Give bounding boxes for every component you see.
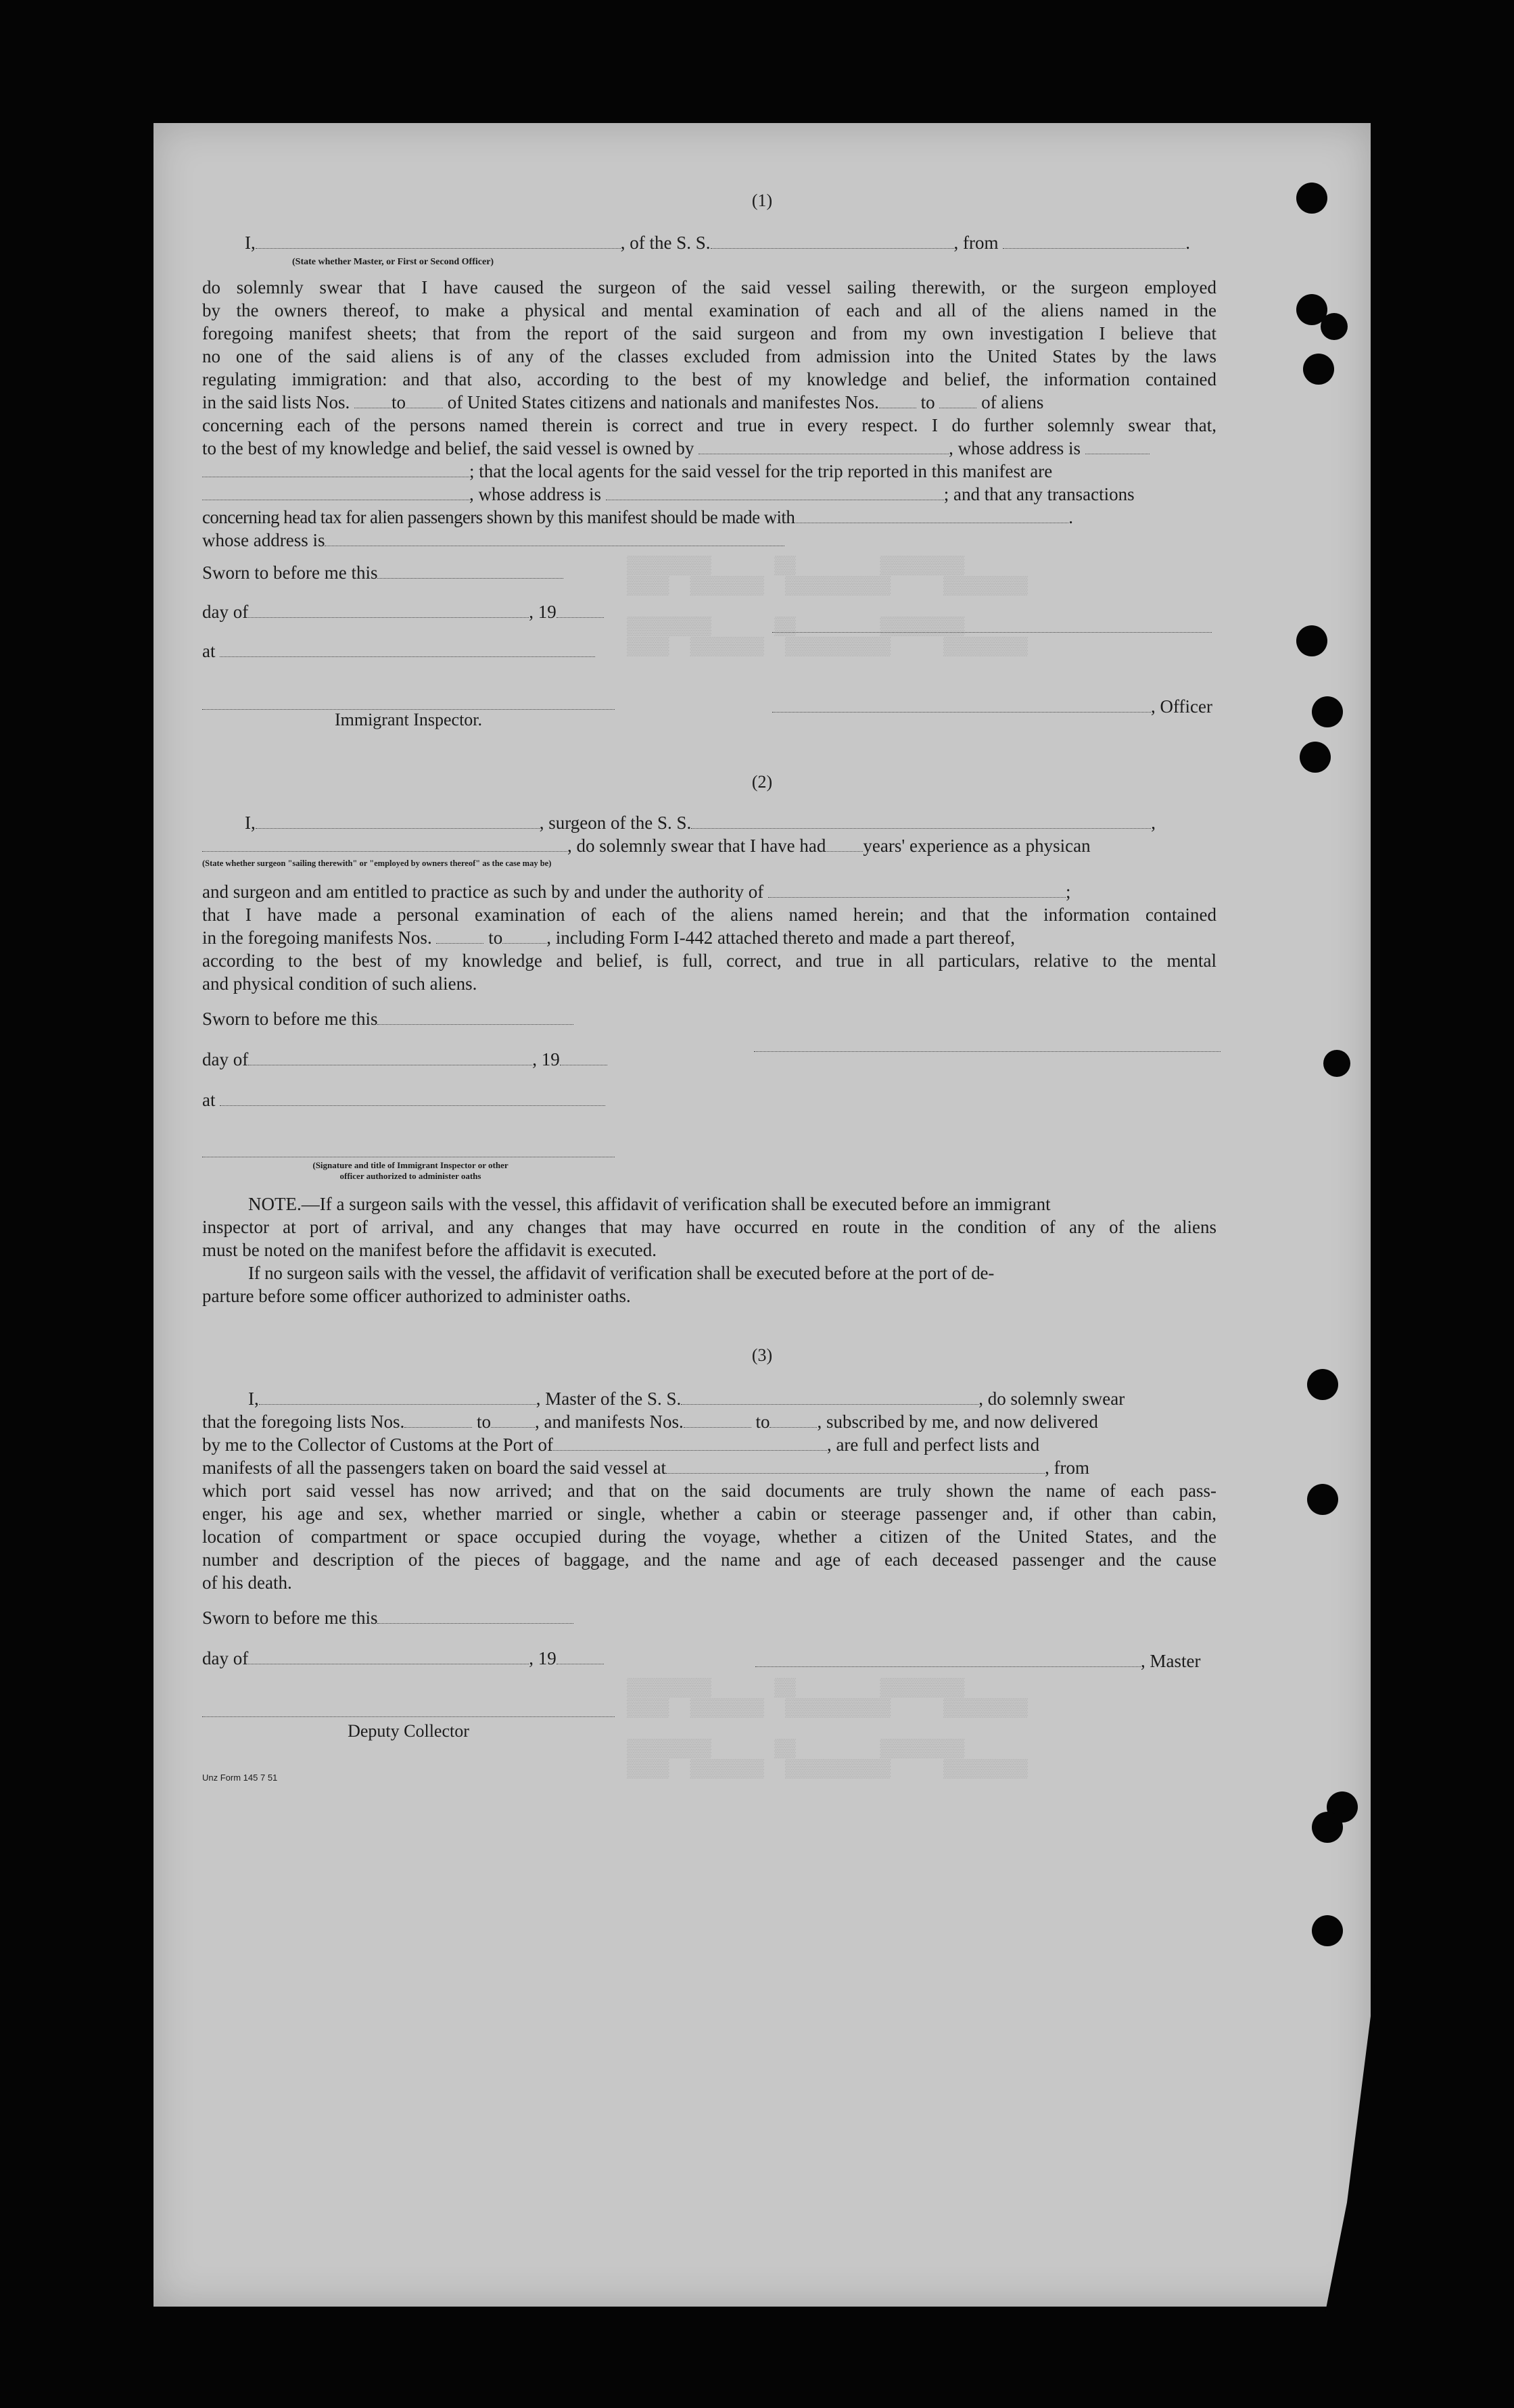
authority-label: and surgeon and am entitled to practice as such by and under the authority of bbox=[202, 882, 764, 902]
day-of-label: day of bbox=[202, 1648, 249, 1668]
whose-address-label: whose address is bbox=[202, 530, 325, 550]
of-ss-label: , of the S. S. bbox=[620, 233, 711, 253]
immigrant-inspector-label: Immigrant Inspector. bbox=[334, 710, 483, 729]
collector-port-label: by me to the Collector of Customs at the Port of bbox=[202, 1435, 553, 1455]
agents-address-field[interactable] bbox=[606, 485, 944, 500]
s3-line-4 bbox=[202, 1456, 1089, 1479]
s1-line-12 bbox=[202, 529, 784, 552]
transactions-label: ; and that any transactions bbox=[943, 484, 1135, 504]
vessel-name-field[interactable] bbox=[711, 233, 954, 249]
s1-sworn bbox=[202, 561, 563, 584]
s2-manifest-to-field[interactable] bbox=[502, 928, 546, 944]
master-signature-field[interactable] bbox=[755, 1652, 1141, 1667]
master-of-ss-label: , Master of the S. S. bbox=[536, 1389, 682, 1409]
to-label: to bbox=[488, 928, 503, 948]
s1-line-4: no one of the said aliens is of any of the classes excluded from admission into the United States by the laws bbox=[202, 346, 1216, 366]
s3-line-1 bbox=[248, 1387, 1125, 1410]
note-line-2: inspector at port of arrival, and any changes that may have occurred en route in the condition of any of the aliens bbox=[202, 1217, 1216, 1237]
oath-line-1 bbox=[245, 231, 1190, 254]
s2-manifest-from-field[interactable] bbox=[436, 928, 483, 944]
note-line-4: If no surgeon sails with the vessel, the affidavit of verification shall be executed before at the port of de- bbox=[248, 1263, 995, 1283]
s1-line-9 bbox=[202, 460, 1052, 483]
vessel-owner-field[interactable] bbox=[699, 439, 949, 454]
s3-line-7: location of compartment or space occupied during the voyage, whether a citizen of the United States, and the bbox=[202, 1526, 1216, 1547]
s1-month-field[interactable] bbox=[248, 602, 529, 618]
whose-address-label: , whose address is bbox=[469, 484, 601, 504]
s1-line-5: regulating immigration: and that also, according to the best of my knowledge and belief, the information contained bbox=[202, 369, 1216, 389]
form-i442-label: , including Form I-442 attached thereto and made a part thereof, bbox=[546, 928, 1015, 948]
at-label: at bbox=[202, 1090, 216, 1110]
manifests-label: of United States citizens and nationals and manifestes Nos. bbox=[447, 392, 879, 412]
surgeon-status-field[interactable] bbox=[202, 836, 567, 852]
s2-sworn-date-field[interactable] bbox=[377, 1009, 573, 1025]
to-label: to bbox=[476, 1412, 491, 1432]
experience-label: years' experience as a physican bbox=[863, 836, 1091, 856]
punch-hole bbox=[1312, 1812, 1343, 1843]
swear-label: , do solemnly swear that I have had bbox=[567, 836, 826, 856]
s3-line-9: of his death. bbox=[202, 1572, 292, 1593]
s2-inspector-signature-line[interactable] bbox=[202, 1156, 615, 1157]
sworn-label: Sworn to before me this bbox=[202, 1009, 378, 1029]
s2-year-field[interactable] bbox=[560, 1050, 607, 1065]
punch-hole bbox=[1312, 1915, 1343, 1946]
whose-address-label: , whose address is bbox=[949, 438, 1081, 458]
of-aliens-label: of aliens bbox=[981, 392, 1044, 412]
at-label: at bbox=[202, 641, 216, 661]
s3-line-5: which port said vessel has now arrived; and that on the said documents are truly shown the name of each pass- bbox=[202, 1480, 1216, 1501]
punch-hole bbox=[1323, 1050, 1350, 1077]
perfect-lists-label: , are full and perfect lists and bbox=[826, 1435, 1040, 1455]
head-tax-party-field[interactable] bbox=[795, 508, 1068, 523]
owner-address-cont-field[interactable] bbox=[202, 462, 469, 477]
s3-line-8: number and description of the pieces of baggage, and the name and age of each deceased passenger and the cause bbox=[202, 1549, 1216, 1570]
year-prefix: , 19 bbox=[532, 1049, 560, 1069]
s2-line-5 bbox=[202, 926, 1015, 949]
s1-line-2: by the owners thereof, to make a physical and mental examination of each and all of the aliens named in the bbox=[202, 300, 1216, 320]
year-prefix: , 19 bbox=[529, 1648, 557, 1668]
taken-on-board-label: manifests of all the passengers taken on board the said vessel at bbox=[202, 1458, 667, 1478]
s2-sworn bbox=[202, 1007, 573, 1030]
head-tax-label: concerning head tax for alien passengers shown by this manifest should be made with bbox=[202, 507, 795, 527]
note-line-1: NOTE.—If a surgeon sails with the vessel, this affidavit of verification shall be executed before an immigrant bbox=[248, 1194, 1051, 1214]
alien-manifest-from-field[interactable] bbox=[879, 393, 916, 408]
s2-at bbox=[202, 1088, 605, 1111]
s2-dayof bbox=[202, 1048, 607, 1071]
bleed-through-text: ▒▒▒▒▒▒▒▒ ▒▒ ▒▒▒▒▒▒▒▒ ▒▒▒▒ ▒▒▒▒▒▒▒ ▒▒▒▒▒▒▒▒▒▒ ▒▒▒▒▒▒▒▒ ▒▒▒▒▒▒▒▒ ▒▒ ▒▒▒▒▒▒▒▒ ▒▒▒▒ ▒▒▒▒▒▒▒ ▒▒▒▒▒▒▒▒▒▒ ▒▒▒▒▒▒▒▒ bbox=[627, 556, 1028, 657]
document-page bbox=[153, 123, 1371, 2307]
from-label: , from bbox=[1045, 1458, 1090, 1478]
s3-line-2 bbox=[202, 1410, 1098, 1433]
punch-hole bbox=[1300, 742, 1331, 773]
s2-line-6: according to the best of my knowledge and belief, is full, correct, and true in all particulars, relative to the mental bbox=[202, 950, 1216, 971]
local-agents-field[interactable] bbox=[202, 485, 469, 500]
s2-line-1 bbox=[245, 811, 1156, 834]
s3-sworn bbox=[202, 1606, 573, 1629]
s3-month-field[interactable] bbox=[248, 1649, 529, 1664]
surgeon-name-field[interactable] bbox=[256, 813, 540, 829]
punch-hole bbox=[1312, 696, 1343, 727]
surgeon-of-ss-label: , surgeon of the S. S. bbox=[539, 813, 692, 833]
manifests-nos-label: , and manifests Nos. bbox=[534, 1412, 684, 1432]
s1-line-1: do solemnly swear that I have caused the surgeon of the said vessel sailing therewith, or the surgeon employed bbox=[202, 277, 1216, 297]
year-prefix: , 19 bbox=[529, 602, 557, 622]
s3-line-3 bbox=[202, 1433, 1039, 1456]
to-label: to bbox=[920, 392, 935, 412]
punch-hole bbox=[1307, 1484, 1338, 1515]
from-port-field[interactable] bbox=[1003, 233, 1185, 249]
officer-label: , Officer bbox=[1151, 696, 1212, 717]
sworn-label: Sworn to before me this bbox=[202, 562, 378, 583]
s3-year-field[interactable] bbox=[557, 1649, 604, 1664]
s1-at bbox=[202, 640, 595, 663]
owner-address-field[interactable] bbox=[1085, 439, 1150, 454]
s2-place-field[interactable] bbox=[220, 1090, 605, 1106]
departure-port-field[interactable] bbox=[666, 1458, 1045, 1474]
to-label: to bbox=[392, 392, 406, 412]
master-label: , Master bbox=[1141, 1651, 1201, 1671]
section-3-number: (3) bbox=[751, 1345, 773, 1365]
punch-hole bbox=[1303, 354, 1334, 385]
s2-line-3 bbox=[202, 880, 1071, 903]
s1-line-3: foregoing manifest sheets; that from the report of the said surgeon and from my own investigation I believe that bbox=[202, 323, 1216, 343]
s2-line-2 bbox=[202, 834, 1091, 857]
pronoun-i: I, bbox=[245, 813, 256, 833]
officer-rank-note: (State whether Master, or First or Second Officer) bbox=[292, 257, 494, 267]
pronoun-i: I, bbox=[245, 233, 256, 253]
punch-hole bbox=[1296, 625, 1327, 656]
collector-signature-line[interactable] bbox=[202, 1716, 615, 1717]
deputy-collector-label: Deputy Collector bbox=[348, 1721, 469, 1741]
local-agents-label: ; that the local agents for the said vessel for the trip reported in this manifest are bbox=[469, 461, 1053, 481]
comma: , bbox=[1151, 813, 1156, 833]
s1-line-8 bbox=[202, 437, 1150, 460]
s3-manifest-to-field[interactable] bbox=[770, 1412, 817, 1428]
punch-hole bbox=[1321, 313, 1348, 340]
lists-nos-label: that the foregoing lists Nos. bbox=[202, 1412, 405, 1432]
us-list-from-field[interactable] bbox=[354, 393, 392, 408]
pronoun-i: I, bbox=[248, 1389, 259, 1409]
subscribed-label: , subscribed by me, and now delivered bbox=[817, 1412, 1098, 1432]
sworn-label: Sworn to before me this bbox=[202, 1608, 378, 1628]
s1-line-11 bbox=[202, 506, 1072, 529]
surgeon-signature-line[interactable] bbox=[754, 1051, 1221, 1052]
signature-note-1: (Signature and title of Immigrant Inspector or other bbox=[312, 1160, 508, 1170]
officer-line bbox=[772, 695, 1212, 718]
signature-note-2: officer authorized to administer oaths bbox=[339, 1171, 481, 1181]
s1-place-field[interactable] bbox=[220, 642, 595, 657]
punch-hole bbox=[1296, 183, 1327, 214]
master-name-field[interactable] bbox=[259, 1389, 536, 1405]
s3-sworn-date-field[interactable] bbox=[377, 1608, 573, 1624]
s1-dayof bbox=[202, 600, 604, 623]
s3-line-6: enger, his age and sex, whether married or single, whether a cabin or steerage passenger and, if other than cabin, bbox=[202, 1503, 1216, 1524]
master-signature-line bbox=[755, 1650, 1200, 1672]
officer-signature-field[interactable] bbox=[772, 697, 1151, 713]
s1-extra-line[interactable] bbox=[772, 631, 1212, 633]
form-number: Unz Form 145 7 51 bbox=[202, 1773, 278, 1783]
head-tax-address-field[interactable] bbox=[325, 531, 784, 546]
s1-year-field[interactable] bbox=[557, 602, 604, 618]
s3-list-to-field[interactable] bbox=[491, 1412, 535, 1428]
semicolon: ; bbox=[1066, 882, 1071, 902]
note-line-5: parture before some officer authorized to administer oaths. bbox=[202, 1286, 631, 1306]
authority-field[interactable] bbox=[768, 882, 1066, 898]
s1-line-7: concerning each of the persons named therein is correct and true in every respect. I do further solemnly swear that, bbox=[202, 415, 1216, 435]
section-1-number: (1) bbox=[751, 191, 773, 210]
s1-line-10 bbox=[202, 483, 1135, 506]
lists-nos-label: in the said lists Nos. bbox=[202, 392, 350, 412]
us-list-to-field[interactable] bbox=[406, 393, 443, 408]
section-2-number: (2) bbox=[751, 772, 773, 792]
punch-hole bbox=[1307, 1369, 1338, 1400]
note-line-3: must be noted on the manifest before the affidavit is executed. bbox=[202, 1240, 657, 1260]
s3-manifest-from-field[interactable] bbox=[684, 1412, 751, 1428]
owned-by-label: to the best of my knowledge and belief, the said vessel is owned by bbox=[202, 438, 694, 458]
s2-line-7: and physical condition of such aliens. bbox=[202, 973, 477, 994]
period: . bbox=[1068, 507, 1073, 527]
swear-label: , do solemnly swear bbox=[978, 1389, 1125, 1409]
years-experience-field[interactable] bbox=[826, 836, 863, 852]
s1-line-6 bbox=[202, 391, 1043, 414]
day-of-label: day of bbox=[202, 1049, 249, 1069]
s2-vessel-field[interactable] bbox=[691, 813, 1151, 829]
s3-dayof bbox=[202, 1647, 604, 1670]
surgeon-status-note: (State whether surgeon "sailing therewith" or "employed by owners thereof" as the case may be) bbox=[202, 859, 552, 868]
from-label: , from bbox=[953, 233, 999, 253]
officer-name-field[interactable] bbox=[256, 233, 621, 249]
alien-manifest-to-field[interactable] bbox=[939, 393, 976, 408]
port-field[interactable] bbox=[553, 1435, 827, 1451]
day-of-label: day of bbox=[202, 602, 249, 622]
s2-month-field[interactable] bbox=[248, 1050, 532, 1065]
to-label: to bbox=[755, 1412, 770, 1432]
s3-list-from-field[interactable] bbox=[404, 1412, 472, 1428]
s2-line-4: that I have made a personal examination of each of the aliens named herein; and that the information contained bbox=[202, 905, 1216, 925]
period: . bbox=[1185, 233, 1190, 253]
s3-vessel-field[interactable] bbox=[681, 1389, 978, 1405]
bleed-through-text: ▒▒▒▒▒▒▒▒ ▒▒ ▒▒▒▒▒▒▒▒ ▒▒▒▒ ▒▒▒▒▒▒▒ ▒▒▒▒▒▒▒▒▒▒ ▒▒▒▒▒▒▒▒ ▒▒▒▒▒▒▒▒ ▒▒ ▒▒▒▒▒▒▒▒ ▒▒▒▒ ▒▒▒▒▒▒▒ ▒▒▒▒▒▒▒▒▒▒ ▒▒▒▒▒▒▒▒ bbox=[627, 1678, 1028, 1779]
s1-sworn-date-field[interactable] bbox=[377, 563, 563, 579]
manifests-nos-label: in the foregoing manifests Nos. bbox=[202, 928, 432, 948]
